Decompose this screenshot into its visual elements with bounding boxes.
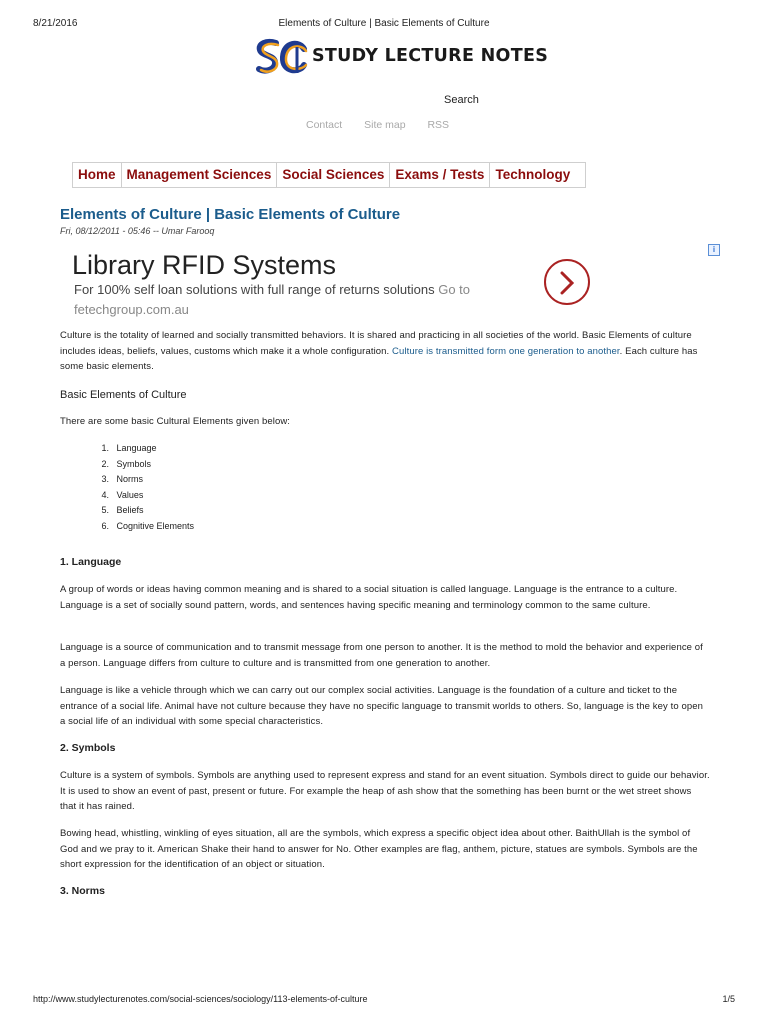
list-item	[91, 457, 194, 473]
print-footer	[33, 994, 735, 1008]
nav-item-exams-tests[interactable]: Exams / Tests	[390, 163, 490, 187]
list-number: 5.	[101, 505, 109, 516]
ad-body	[74, 280, 534, 320]
list-label: Norms	[116, 474, 144, 485]
list-label: Beliefs	[116, 505, 144, 516]
symbols-paragraph-2: Bowing head, whistling, winkling of eyes situation, all are the symbols, which express a specific object idea about other. BaithUllah is the symbol of God and we pray to it. American Shake their hand to answer for No. Other examples are flag, anthem, picture, statues are symbols. Symbols are the short expression for the identification of an object or situation.	[60, 828, 698, 870]
list-item	[91, 488, 194, 504]
top-links	[306, 119, 468, 131]
print-header	[33, 18, 735, 32]
nav-item-technology[interactable]: Technology	[495, 167, 571, 182]
list-item	[91, 503, 194, 519]
norms-heading: 3. Norms	[60, 885, 105, 897]
ad-info-icon[interactable]: i	[708, 244, 720, 256]
article-byline: Fri, 08/12/2011 - 05:46 -- Umar Farooq	[60, 226, 215, 236]
elements-list	[91, 441, 194, 535]
article-title[interactable]: Elements of Culture | Basic Elements of Culture	[60, 206, 401, 223]
list-number: 3.	[101, 474, 109, 485]
page-url: http://www.studylecturenotes.com/social-sciences/sociology/113-elements-of-culture	[33, 994, 368, 1004]
chevron-right-icon	[559, 271, 575, 295]
logo-text: STUDY LECTURE NOTES	[312, 46, 549, 66]
contact-link[interactable]: Contact	[306, 119, 343, 131]
nav-item-home[interactable]: Home	[73, 163, 122, 187]
ad-url[interactable]: fetechgroup.com.au	[74, 302, 189, 317]
intro-link[interactable]: Culture is transmitted form one generation to another	[392, 345, 620, 357]
print-page-title: Elements of Culture | Basic Elements of Culture	[278, 18, 490, 29]
language-paragraph-2: Language is a source of communication and to transmit message from one person to another. It is the method to mold the behavior and experience of a person. Language differs from culture to culture and is transmitted from one generation to another.	[60, 642, 703, 669]
print-date: 8/21/2016	[33, 18, 78, 29]
rss-link[interactable]: RSS	[427, 119, 450, 131]
search-link[interactable]: Search	[444, 94, 479, 106]
language-paragraph-1: A group of words or ideas having common meaning and is shared to a social situation is called language. Language is the entrance to a culture. Language is a set of socially sound pattern, words, and sentences having specific meaning and terminology common to the same culture.	[60, 584, 678, 611]
site-logo[interactable]	[256, 37, 549, 77]
advertisement[interactable]	[60, 240, 720, 322]
list-label: Values	[116, 489, 144, 500]
page-number: 1/5	[722, 994, 735, 1004]
symbols-heading: 2. Symbols	[60, 742, 116, 754]
intro-text-end: . Each culture has some basic elements.	[60, 345, 698, 372]
list-number: 4.	[101, 489, 109, 500]
list-label: Language	[116, 443, 157, 453]
site-map-link[interactable]: Site map	[364, 119, 406, 131]
list-number: 1.	[101, 443, 109, 453]
language-paragraph-3: Language is like a vehicle through which we can carry out our complex social activities. Language is the foundation of a culture and ticket to the entrance of a social life. Animal have not culture because they have no specific language to transmit worlds to others. So, language is the key to open a social life of an individual with some special characteristics.	[60, 685, 704, 727]
list-number: 6.	[101, 520, 109, 531]
nav-item-social-sciences[interactable]: Social Sciences	[277, 163, 390, 187]
list-label: Cognitive Elements	[116, 520, 195, 531]
symbols-paragraph-1: Culture is a system of symbols. Symbols are anything used to represent express and stand for an event situation. Symbols direct to guide our behavior. It is used to show an event of past, present or future. For example the heap of ash show that the something has been burnt or the wet street shows that it has rained.	[60, 770, 710, 812]
ad-arrow-button[interactable]	[544, 259, 590, 305]
basic-elements-heading: Basic Elements of Culture	[60, 389, 187, 401]
basic-elements-intro: There are some basic Cultural Elements given below:	[60, 416, 291, 427]
intro-paragraph	[60, 328, 710, 375]
ad-description: For 100% self loan solutions with full range of returns solutions	[74, 282, 435, 297]
nav-item-management-sciences[interactable]: Management Sciences	[122, 163, 278, 187]
main-navigation	[72, 162, 586, 188]
list-number: 2.	[101, 458, 109, 469]
list-item	[91, 519, 194, 535]
ad-cta[interactable]: Go to	[438, 282, 471, 297]
intro-text: Culture is the totality of learned and socially transmitted behaviors. It is shared and practicing in all societies of the world. Basic Elements of culture includes ideas, beliefs, values, customs which make it a whole configuration.	[60, 330, 692, 357]
list-label: Symbols	[116, 458, 152, 469]
list-item	[91, 441, 194, 457]
ad-title[interactable]: Library RFID Systems	[72, 250, 337, 280]
logo-mark-icon	[256, 37, 310, 77]
list-item	[91, 472, 194, 488]
language-heading: 1. Language	[60, 556, 122, 568]
